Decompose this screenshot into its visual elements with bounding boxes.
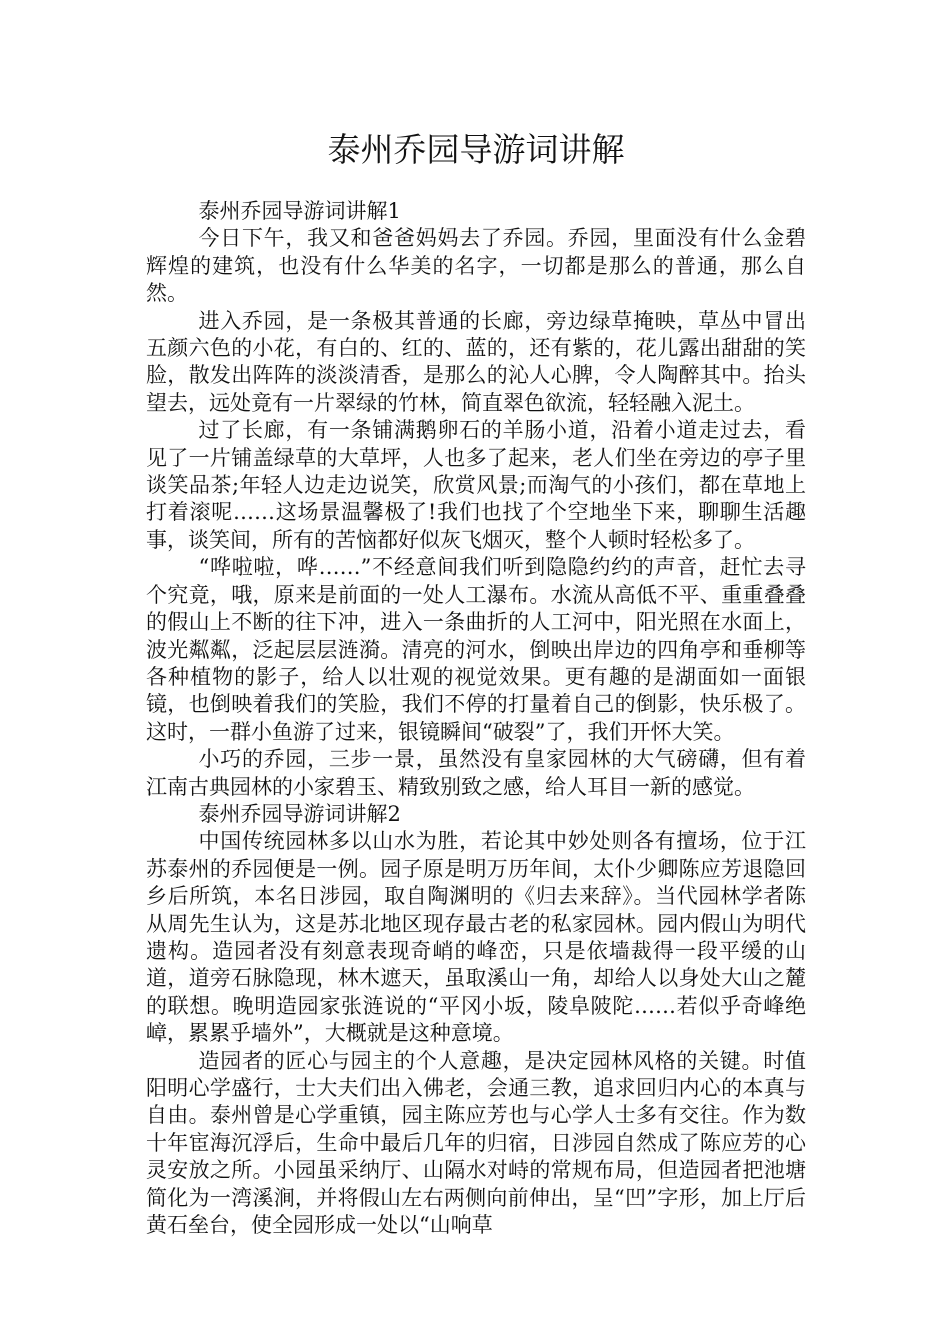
body-paragraph: 进入乔园，是一条极其普通的长廊，旁边绿草掩映，草丛中冒出五颜六色的小花，有白的、红的、蓝的，还有紫的，花儿露出甜甜的笑脸，散发出阵阵的淡淡清香，是那么的沁人心脾，令人陶醉其中。抬头望去，远处竟有一片翠绿的竹林，简直翠色欲流，轻轻融入泥土。 (146, 308, 806, 415)
document-body (146, 198, 806, 1239)
section-heading: 泰州乔园导游词讲解2 (198, 801, 401, 826)
document-page (146, 0, 806, 1239)
document-title: 泰州乔园导游词讲解 (327, 130, 625, 169)
body-paragraph: “哗啦啦，哗……”不经意间我们听到隐隐约约的声音，赶忙去寻个究竟，哦，原来是前面的一处人工瀑布。水流从高低不平、重重叠叠的假山上不断的往下冲，进入一条曲折的人工河中，阳光照在水面上，波光粼粼，泛起层层涟漪。清亮的河水，倒映出岸边的四角亭和垂柳等各种植物的影子，给人以壮观的视觉效果。更有趣的是湖面如一面银镜，也倒映着我们的笑脸，我们不停的打量着自己的倒影，快乐极了。这时，一群小鱼游了过来，银镜瞬间“破裂”了，我们开怀大笑。 (146, 555, 806, 744)
body-paragraph: 造园者的匠心与园主的个人意趣，是决定园林风格的关键。时值阳明心学盛行，士大夫们出入佛老，会通三教，追求回归内心的本真与自由。泰州曾是心学重镇，园主陈应芳也与心学人士多有交往。作为数十年宦海沉浮后，生命中最后几年的归宿，日涉园自然成了陈应芳的心灵安放之所。小园虽采纳厅、山隔水对峙的常规布局，但造园者把池塘简化为一湾溪涧，并将假山左右两侧向前伸出，呈“凹”字形，加上厅后黄石垒台，使全园形成一处以“山响草 (146, 1048, 806, 1238)
section-heading: 泰州乔园导游词讲解1 (198, 199, 401, 223)
body-paragraph: 今日下午，我又和爸爸妈妈去了乔园。乔园，里面没有什么金碧辉煌的建筑，也没有什么华美的名字，一切都是那么的普通，那么自然。 (146, 226, 806, 306)
body-paragraph: 过了长廊，有一条铺满鹅卵石的羊肠小道，沿着小道走过去，看见了一片铺盖绿草的大草坪，人也多了起来，老人们坐在旁边的亭子里谈笑品茶;年轻人边走边说笑，欣赏风景;而淘气的小孩们，都在草地上打着滚呢……这场景温馨极了!我们也找了个空地坐下来，聊聊生活趣事，谈笑间，所有的苦恼都好似灰飞烟灭，整个人顿时轻松多了。 (146, 418, 806, 552)
body-paragraph: 中国传统园林多以山水为胜，若论其中妙处则各有擅场，位于江苏泰州的乔园便是一例。园子原是明万历年间，太仆少卿陈应芳退隐回乡后所筑，本名日涉园，取自陶渊明的《归去来辞》。当代园林学者陈从周先生认为，这是苏北地区现存最古老的私家园林。园内假山为明代遗构。造园者没有刻意表现奇峭的峰峦，只是依墙裁得一段平缓的山道，道旁石脉隐现，林木遮天，虽取溪山一角，却给人以身处大山之麓的联想。晚明造园家张涟说的“平冈小坂，陵阜陂陀……若似乎奇峰绝嶂，累累乎墙外”，大概就是这种意境。 (146, 829, 806, 1046)
body-paragraph: 小巧的乔园，三步一景，虽然没有皇家园林的大气磅礴，但有着江南古典园林的小家碧玉、精致别致之感，给人耳目一新的感觉。 (146, 747, 806, 799)
